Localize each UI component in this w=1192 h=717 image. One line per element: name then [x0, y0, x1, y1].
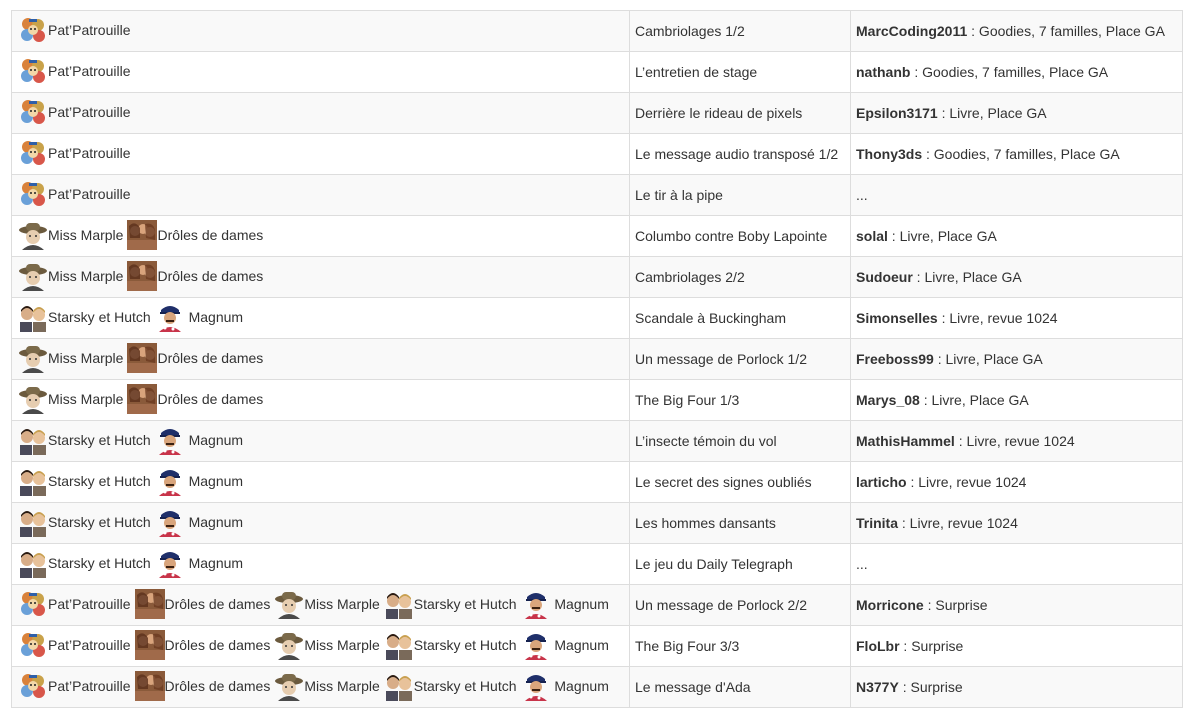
team-name: Pat’Patrouille	[48, 144, 131, 161]
team-avatar-icon	[155, 548, 185, 578]
teams-cell	[12, 380, 630, 421]
team-tag	[155, 466, 243, 496]
table-row	[12, 421, 1183, 462]
winner-name: solal	[856, 228, 888, 244]
winner-name: Sudoeur	[856, 269, 913, 285]
team-name: Magnum	[550, 636, 609, 653]
winner-cell	[851, 298, 1183, 339]
teams-cell	[12, 134, 630, 175]
table-row	[12, 339, 1183, 380]
team-avatar-icon	[521, 630, 551, 660]
teams-cell	[12, 462, 630, 503]
team-tag	[18, 548, 151, 578]
team-tag	[521, 630, 609, 660]
challenge-name: Le jeu du Daily Telegraph	[630, 544, 851, 585]
challenge-name: Cambriolages 2/2	[630, 257, 851, 298]
challenge-name: Cambriolages 1/2	[630, 11, 851, 52]
teams-cell	[12, 667, 630, 708]
team-avatar-icon	[274, 671, 304, 701]
team-name: Pat’Patrouille	[48, 636, 131, 653]
winner-cell	[851, 175, 1183, 216]
team-name: Starsky et Hutch	[413, 677, 517, 694]
team-avatar-icon	[155, 302, 185, 332]
team-name: Magnum	[550, 677, 609, 694]
team-avatar-icon	[127, 261, 157, 291]
prize-text: : Goodies, 7 familles, Place GA	[967, 23, 1165, 39]
challenge-name: The Big Four 1/3	[630, 380, 851, 421]
team-avatar-icon	[18, 138, 48, 168]
team-tag	[127, 220, 263, 250]
teams-cell	[12, 544, 630, 585]
team-avatar-icon	[18, 56, 48, 86]
prize-text: : Livre, Place GA	[919, 392, 1029, 408]
team-avatar-icon	[521, 589, 551, 619]
team-name: Miss Marple	[304, 636, 380, 653]
team-tag	[18, 384, 123, 414]
challenges-table-body	[12, 11, 1183, 708]
team-name: Pat’Patrouille	[48, 62, 131, 79]
team-tag	[18, 56, 131, 86]
team-avatar-icon	[18, 671, 48, 701]
team-tag	[384, 589, 517, 619]
prize-text: : Livre, Place GA	[937, 105, 1047, 121]
teams-cell	[12, 421, 630, 462]
team-avatar-icon	[18, 507, 48, 537]
team-name: Starsky et Hutch	[48, 513, 151, 530]
teams-cell	[12, 52, 630, 93]
teams-cell	[12, 585, 630, 626]
team-avatar-icon	[127, 384, 157, 414]
teams-cell	[12, 175, 630, 216]
winner-cell	[851, 462, 1183, 503]
team-avatar-icon	[384, 630, 414, 660]
winner-name: Thony3ds	[856, 146, 923, 162]
team-avatar-icon	[155, 425, 185, 455]
challenge-name: Derrière le rideau de pixels	[630, 93, 851, 134]
team-name: Starsky et Hutch	[48, 431, 151, 448]
challenge-name: The Big Four 3/3	[630, 626, 851, 667]
team-name: Pat’Patrouille	[48, 185, 131, 202]
team-name: Miss Marple	[48, 349, 124, 366]
team-name: Pat’Patrouille	[48, 21, 131, 38]
team-name: Drôles de dames	[157, 226, 264, 243]
team-avatar-icon	[274, 589, 304, 619]
team-avatar-icon	[18, 589, 48, 619]
challenge-name: Le message audio transposé 1/2	[630, 134, 851, 175]
team-tag	[18, 15, 131, 45]
winner-cell	[851, 216, 1183, 257]
team-avatar-icon	[155, 507, 185, 537]
prize-text: ...	[856, 187, 868, 203]
prize-text: : Livre, Place GA	[933, 351, 1043, 367]
team-name: Miss Marple	[304, 677, 380, 694]
team-name: Magnum	[550, 595, 609, 612]
winner-name: MarcCoding2011	[856, 23, 968, 39]
team-avatar-icon	[18, 179, 48, 209]
team-tag	[155, 507, 243, 537]
team-avatar-icon	[18, 261, 48, 291]
team-tag	[155, 302, 243, 332]
team-name: Miss Marple	[48, 226, 124, 243]
table-row	[12, 585, 1183, 626]
team-tag	[18, 343, 123, 373]
prize-text: : Livre, revue 1024	[898, 515, 1018, 531]
team-name: Starsky et Hutch	[48, 308, 151, 325]
table-row	[12, 134, 1183, 175]
table-row	[12, 544, 1183, 585]
team-name: Magnum	[184, 554, 244, 571]
winner-cell	[851, 11, 1183, 52]
team-name: Drôles de dames	[164, 677, 271, 694]
team-avatar-icon	[274, 630, 304, 660]
team-name: Magnum	[184, 308, 244, 325]
challenge-name: Un message de Porlock 1/2	[630, 339, 851, 380]
team-avatar-icon	[384, 589, 414, 619]
winner-cell	[851, 421, 1183, 462]
team-avatar-icon	[135, 630, 165, 660]
team-avatar-icon	[18, 466, 48, 496]
challenge-name: L’entretien de stage	[630, 52, 851, 93]
team-tag	[18, 630, 131, 660]
team-tag	[18, 589, 131, 619]
team-name: Pat’Patrouille	[48, 595, 131, 612]
team-tag	[384, 630, 517, 660]
team-name: Starsky et Hutch	[413, 595, 517, 612]
table-row	[12, 216, 1183, 257]
prize-text: ...	[856, 556, 868, 572]
team-avatar-icon	[18, 425, 48, 455]
team-tag	[135, 671, 271, 701]
winner-cell	[851, 52, 1183, 93]
team-avatar-icon	[135, 589, 165, 619]
team-tag	[384, 671, 517, 701]
table-row	[12, 257, 1183, 298]
team-avatar-icon	[521, 671, 551, 701]
winner-name: N377Y	[856, 679, 899, 695]
prize-text: : Goodies, 7 familles, Place GA	[922, 146, 1120, 162]
team-tag	[18, 261, 123, 291]
team-name: Pat’Patrouille	[48, 103, 131, 120]
challenge-name: Columbo contre Boby Lapointe	[630, 216, 851, 257]
team-avatar-icon	[384, 671, 414, 701]
prize-text: : Livre, Place GA	[912, 269, 1022, 285]
team-avatar-icon	[18, 302, 48, 332]
team-tag	[18, 302, 151, 332]
table-row	[12, 380, 1183, 421]
team-tag	[18, 138, 131, 168]
team-name: Starsky et Hutch	[413, 636, 517, 653]
team-name: Miss Marple	[48, 390, 124, 407]
team-avatar-icon	[18, 15, 48, 45]
team-avatar-icon	[135, 671, 165, 701]
team-tag	[135, 589, 271, 619]
teams-cell	[12, 257, 630, 298]
team-name: Starsky et Hutch	[48, 554, 151, 571]
team-tag	[155, 548, 243, 578]
team-name: Pat’Patrouille	[48, 677, 131, 694]
table-row	[12, 626, 1183, 667]
team-avatar-icon	[18, 630, 48, 660]
prize-text: : Surprise	[899, 638, 964, 654]
table-row	[12, 93, 1183, 134]
winner-cell	[851, 626, 1183, 667]
winner-cell	[851, 93, 1183, 134]
winner-cell	[851, 544, 1183, 585]
teams-cell	[12, 298, 630, 339]
winner-name: Morricone	[856, 597, 924, 613]
team-tag	[135, 630, 271, 660]
team-avatar-icon	[18, 220, 48, 250]
team-tag	[18, 179, 131, 209]
team-tag	[155, 425, 243, 455]
teams-cell	[12, 216, 630, 257]
challenge-name: Scandale à Buckingham	[630, 298, 851, 339]
team-name: Drôles de dames	[164, 636, 271, 653]
team-tag	[18, 466, 151, 496]
team-tag	[127, 261, 263, 291]
challenges-table	[11, 10, 1183, 708]
team-name: Magnum	[184, 472, 244, 489]
teams-cell	[12, 339, 630, 380]
challenge-name: Le tir à la pipe	[630, 175, 851, 216]
winner-cell	[851, 667, 1183, 708]
challenge-name: Le secret des signes oubliés	[630, 462, 851, 503]
winner-name: nathanb	[856, 64, 911, 80]
table-row	[12, 175, 1183, 216]
prize-text: : Livre, revue 1024	[937, 310, 1058, 326]
team-name: Drôles de dames	[157, 390, 264, 407]
table-row	[12, 667, 1183, 708]
teams-cell	[12, 93, 630, 134]
team-tag	[18, 671, 131, 701]
team-tag	[274, 589, 379, 619]
winner-cell	[851, 503, 1183, 544]
challenge-name: Un message de Porlock 2/2	[630, 585, 851, 626]
prize-text: : Surprise	[923, 597, 988, 613]
table-row	[12, 298, 1183, 339]
team-tag	[274, 671, 379, 701]
team-avatar-icon	[127, 343, 157, 373]
team-name: Drôles de dames	[157, 267, 264, 284]
challenge-name: Le message d'Ada	[630, 667, 851, 708]
winner-name: Marys_08	[856, 392, 920, 408]
table-row	[12, 11, 1183, 52]
winner-cell	[851, 380, 1183, 421]
teams-cell	[12, 503, 630, 544]
team-tag	[274, 630, 379, 660]
prize-text: : Livre, revue 1024	[954, 433, 1075, 449]
team-tag	[18, 220, 123, 250]
team-avatar-icon	[18, 343, 48, 373]
table-row	[12, 462, 1183, 503]
team-tag	[18, 97, 131, 127]
team-tag	[18, 507, 151, 537]
prize-text: : Livre, Place GA	[887, 228, 997, 244]
team-name: Magnum	[184, 431, 244, 448]
challenge-name: L’insecte témoin du vol	[630, 421, 851, 462]
prize-text: : Goodies, 7 familles, Place GA	[910, 64, 1109, 80]
winner-cell	[851, 257, 1183, 298]
team-avatar-icon	[127, 220, 157, 250]
challenge-name: Les hommes dansants	[630, 503, 851, 544]
table-row	[12, 52, 1183, 93]
team-avatar-icon	[18, 97, 48, 127]
winner-name: Trinita	[856, 515, 899, 531]
winner-cell	[851, 339, 1183, 380]
team-tag	[521, 671, 609, 701]
team-avatar-icon	[155, 466, 185, 496]
team-name: Drôles de dames	[157, 349, 264, 366]
table-row	[12, 503, 1183, 544]
team-tag	[127, 384, 263, 414]
team-tag	[127, 343, 263, 373]
teams-cell	[12, 626, 630, 667]
team-avatar-icon	[18, 384, 48, 414]
winner-cell	[851, 134, 1183, 175]
team-avatar-icon	[18, 548, 48, 578]
winner-name: FloLbr	[856, 638, 900, 654]
winner-name: Epsilon3171	[856, 105, 938, 121]
team-name: Starsky et Hutch	[48, 472, 151, 489]
winner-cell	[851, 585, 1183, 626]
prize-text: : Surprise	[898, 679, 963, 695]
team-name: Miss Marple	[48, 267, 124, 284]
winner-name: Freeboss99	[856, 351, 934, 367]
winner-name: larticho	[856, 474, 907, 490]
winner-name: Simonselles	[856, 310, 938, 326]
team-name: Drôles de dames	[164, 595, 271, 612]
team-name: Miss Marple	[304, 595, 380, 612]
winner-name: MathisHammel	[856, 433, 955, 449]
team-tag	[18, 425, 151, 455]
prize-text: : Livre, revue 1024	[906, 474, 1027, 490]
team-tag	[521, 589, 609, 619]
team-name: Magnum	[184, 513, 244, 530]
teams-cell	[12, 11, 630, 52]
